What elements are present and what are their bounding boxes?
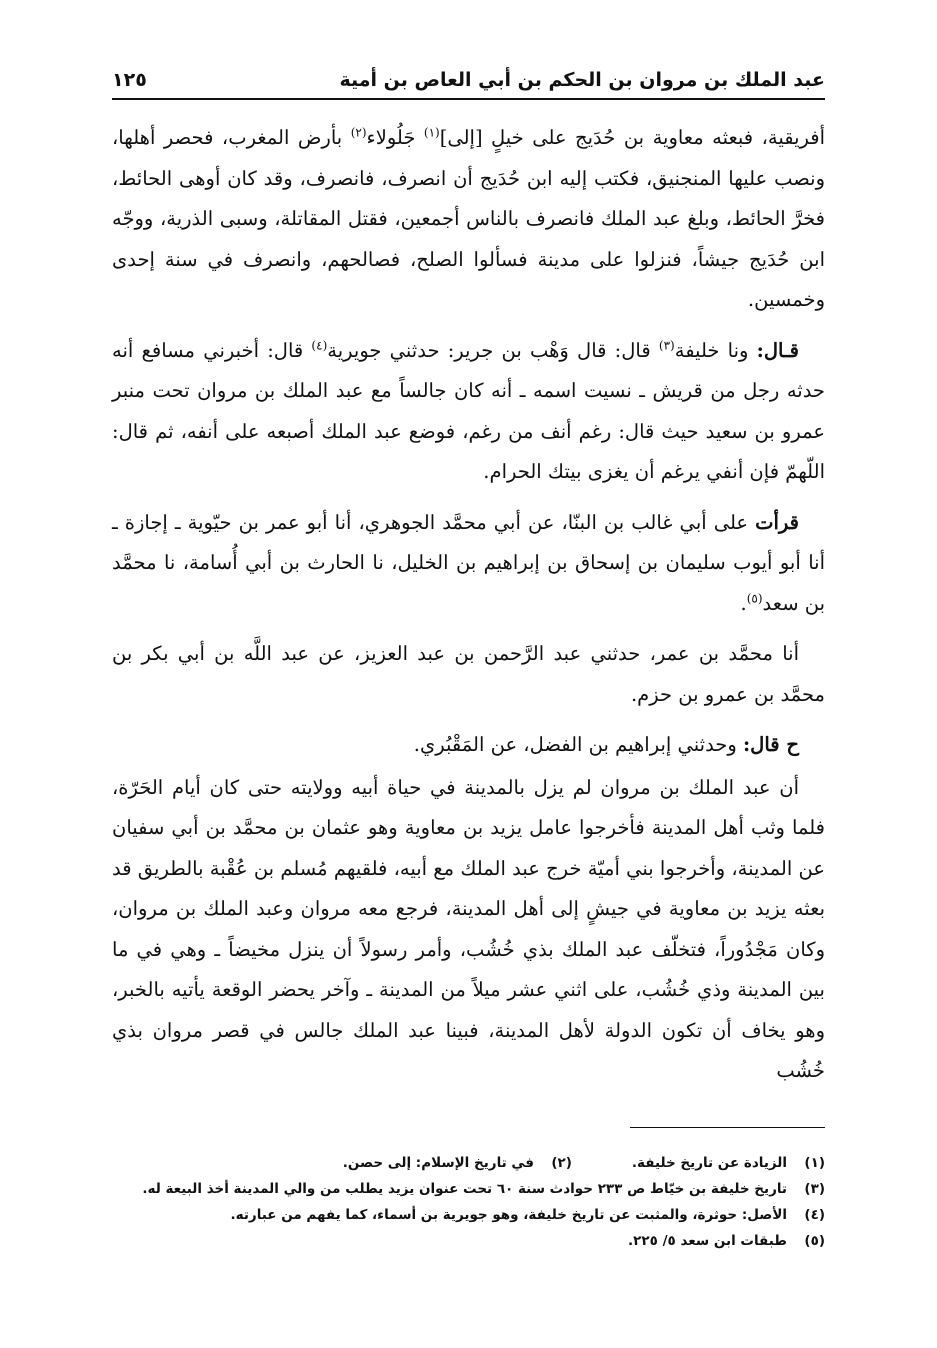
- paragraph-lead: قـال:: [756, 338, 799, 362]
- footnote: [112, 1176, 825, 1202]
- paragraph-lead: قرأت: [755, 510, 799, 534]
- paragraph-text: بأرض المغرب، فحصر أهلها، ونصب عليها المنجنيق، فكتب إليه ابن حُدَيج أن انصرف، فانصرف، وقد كان أوهى الحائط، فخرَّ الحائط، وبلغ عبد الملك فانصرف بالناس أجمعين، فقتل المقاتلة، وسبى الذرية، ووجّه ابن حُدَيج جيشاً، فنزلوا على مدينة فسألوا الصلح، فصالحهم، وانصرف في سنة إحدى وخمسين.: [112, 126, 825, 311]
- footnote-ref: (٣): [658, 338, 675, 352]
- footnote-text: الأصل: حوثرة، والمثبت عن تاريخ خليفة، وهو جويرية بن أسماء، كما يفهم من عبارته.: [230, 1207, 787, 1223]
- paragraph-text: جَلُولاء: [366, 126, 424, 149]
- paragraph: [112, 118, 825, 321]
- paragraph-text: قال: أخبرني مسافع أنه حدثه رجل من قريش ـ نسيت اسمه ـ أنه كان جالساً مع عبد الملك بن مروان تحت منبر عمرو بن سعيد حيث قال: رغم أنف من رغم، فوضع عبد الملك أصبعه على أنفه، ثم قال: اللّهمّ فإن أنفي يرغم أن يغزى بيتك الحرام.: [112, 338, 825, 483]
- footnotes: [112, 1150, 825, 1254]
- footnote-separator: [630, 1127, 825, 1128]
- footnote-text: الزيادة عن تاريخ خليفة.: [631, 1155, 787, 1171]
- paragraph: [112, 725, 825, 766]
- page-header: [112, 60, 825, 100]
- paragraph: [112, 768, 825, 1092]
- main-text: [112, 118, 825, 1102]
- paragraph-text: ونا خليفة: [674, 338, 757, 362]
- running-title: عبد الملك بن مروان بن الحكم بن أبي العاص بن أمية: [339, 69, 825, 91]
- footnote-text: في تاريخ الإسلام: إلى حصن.: [342, 1155, 534, 1171]
- footnote-number: (٢): [551, 1155, 572, 1171]
- paragraph-text: وحدثني إبراهيم بن الفضل، عن المَقْبُري.: [413, 733, 743, 756]
- footnote-number: (٥): [804, 1233, 825, 1249]
- paragraph-text: على أبي غالب بن البنّا، عن أبي محمَّد الجوهري، أنا أبو عمر بن حيّوية ـ إجازة ـ أنا أبو أيوب سليمان بن إسحاق بن إبراهيم بن الخليل، نا الحارث بن أبي أُسامة، نا محمَّد بن سعد: [112, 510, 825, 615]
- header-rule: [112, 98, 825, 100]
- footnote-ref: (٤): [311, 338, 328, 352]
- footnote-ref: (٢): [350, 125, 367, 140]
- paragraph-lead: ح قال:: [742, 733, 799, 756]
- footnote-number: (٤): [804, 1207, 825, 1223]
- footnote: [112, 1202, 825, 1228]
- paragraph-text: قال: قال وَهْب بن جرير: حدثني جويرية: [327, 338, 659, 362]
- paragraph-text: أفريقية، فبعثه معاوية بن حُدَيج على خيلٍ [إلى]: [439, 126, 825, 149]
- paragraph-text: أن عبد الملك بن مروان لم يزل بالمدينة في حياة أبيه وولايته حتى كان أيام الحَرّة، فلما وثب أهل المدينة فأخرجوا عامل يزيد بن معاوية وهو عثمان بن محمَّد بن أبي سفيان عن المدينة، وأخرجوا بني أميّة خرج عبد الملك مع أبيه، فلقيهم مُسلم بن عُقْبة بالطريق قد بعثه يزيد بن معاوية في جيشٍ إلى أهل المدينة، فرجع معه مروان وعبد الملك بن مروان، وكان مَجْدُوراً، فتخلّف عبد الملك بذي خُشُب، وأمر رسولاً أن ينزل مخيضاً ـ وهي في ما بين المدينة وذي خُشُب، على اثني عشر ميلاً من المدينة ـ وآخر يحضر الوقعة يأتيه بالخبر، وهو يخاف أن تكون الدولة لأهل المدينة، فبينا عبد الملك جالس في قصر مروان بذي خُشُب: [112, 775, 825, 1082]
- paragraph-text: أنا محمَّد بن عمر، حدثني عبد الرَّحمن بن عبد العزيز، عن عبد اللَّه بن أبي بكر بن محمَّد بن عمرو بن حزم.: [112, 642, 825, 706]
- footnote: [112, 1228, 825, 1254]
- footnote-number: (٣): [804, 1181, 825, 1197]
- paragraph: [112, 634, 825, 715]
- footnote-ref: (١): [423, 125, 440, 140]
- footnote-text: طبقات ابن سعد ٥/ ٢٢٥.: [628, 1233, 787, 1249]
- paragraph: [112, 503, 825, 625]
- footnote-text: تاريخ خليفة بن خيّاط ص ٢٣٣ حوادث سنة ٦٠ تحت عنوان يزيد يطلب من والي المدينة أخذ البيعة له.: [142, 1181, 787, 1197]
- footnote-number: (١): [804, 1155, 825, 1171]
- footnote: [112, 1150, 825, 1176]
- footnote-ref: (٥): [746, 591, 763, 605]
- paragraph-text: .: [740, 591, 747, 615]
- page-number: ١٢٥: [112, 69, 147, 91]
- paragraph: [112, 331, 825, 493]
